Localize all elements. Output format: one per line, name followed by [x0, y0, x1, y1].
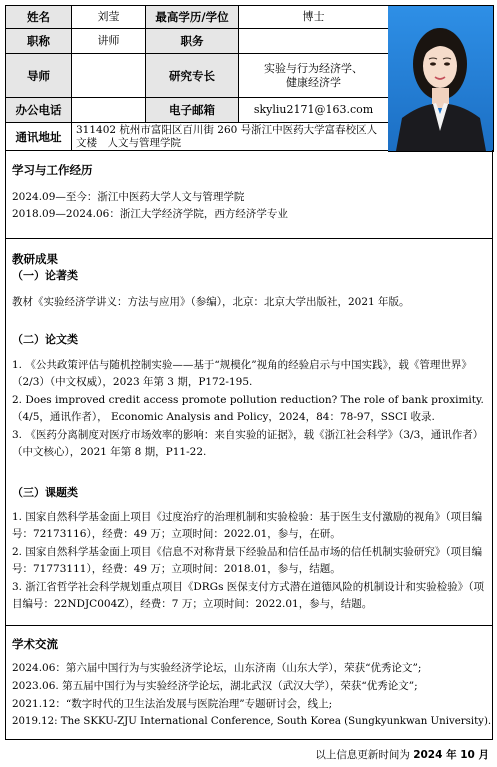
paper-item: 1. 《公共政策评估与随机控制实验——基于“规模化”视角的经验启示与中国实践》，载《管理世界》（2/3）（中文权威），2023 年第 3 期，P172-195.: [12, 359, 472, 388]
experience-section: [5, 150, 493, 239]
phone-label: 办公电话: [6, 98, 72, 123]
email-label: 电子邮箱: [146, 98, 239, 123]
exchange-section: [5, 626, 493, 740]
email-value: skyliu2171@163.com: [239, 98, 389, 123]
exchange-title: 学术交流: [12, 637, 58, 651]
research-label: 研究专长: [146, 54, 239, 98]
project-item: 2. 国家自然科学基金面上项目《信息不对称背景下经验品和信任品市场的信任机制实验研究》（项目编号：71773111），经费：49 万；立项时间：2018.01，参与，结题。: [12, 546, 483, 575]
name-value: 刘莹: [72, 6, 146, 29]
profile-photo: [388, 5, 494, 152]
exchange-item: 2019.12: The SKKU-ZJU International Conference, South Korea (Sungkyunkwan University).: [12, 716, 492, 727]
address-value: 311402 杭州市富阳区百川街 260 号浙江中医药大学富春校区人文楼 人文与管理学院: [72, 123, 389, 151]
advisor-label: 导师: [6, 54, 72, 98]
name-label: 姓名: [6, 6, 72, 29]
research-line-1: 实验与行为经济学、: [264, 61, 363, 75]
title-label: 职称: [6, 29, 72, 54]
project-item: 3. 浙江省哲学社会科学规划重点项目《DRGs 医保支付方式潜在道德风险的机制设计和实验检验》（项目编号：22NDJC004Z），经费：7 万；立项时间：2022.01，参与，结题。: [12, 581, 485, 610]
research-line-2: 健康经济学: [286, 75, 341, 89]
exchange-item: 2021.12：“数字时代的卫生法治发展与医院治理”专题研讨会，线上;: [12, 698, 333, 710]
research-value: [239, 54, 389, 98]
update-note: [315, 747, 489, 762]
books-subtitle: （一）论著类: [12, 269, 78, 282]
portrait-image: [388, 6, 493, 151]
position-value: [239, 29, 389, 54]
project-item: 1. 国家自然科学基金面上项目《过度治疗的治理机制和实验检验：基于医生支付激励的视角》（项目编号：72173116），经费：49 万；立项时间：2022.01，参与，在研。: [12, 511, 483, 540]
research-section: [5, 239, 493, 626]
title-value: 讲师: [72, 29, 146, 54]
degree-value: 博士: [239, 6, 389, 29]
address-label: 通讯地址: [6, 123, 72, 151]
update-note-prefix: 以上信息更新时间为: [315, 749, 414, 761]
advisor-value: [72, 54, 146, 98]
research-title: 教研成果: [12, 252, 58, 266]
experience-title: 学习与工作经历: [12, 163, 93, 177]
projects-subtitle: （三）课题类: [12, 486, 78, 499]
book-item: 教材《实验经济学讲义：方法与应用》（参编），北京：北京大学出版社，2021 年版。: [12, 296, 410, 308]
papers-subtitle: （二）论文类: [12, 333, 78, 346]
paper-item: 3. 《医药分离制度对医疗市场效率的影响：来自实验的证据》，载《浙江社会科学》（3/3，通讯作者）（中文核心），2021 年第 8 期，P11-22.: [12, 429, 484, 458]
position-label: 职务: [146, 29, 239, 54]
paper-item: 2. Does improved credit access promote pollution reduction? The role of bank proximity.（4/5，通讯作者）， Economic Analysis and Policy，2024，84：78-97，SSCI 收录.: [12, 394, 484, 423]
experience-item: 2024.09—至今：浙江中医药大学人文与管理学院: [12, 191, 245, 203]
phone-value: [72, 98, 146, 123]
profile-table: [5, 5, 388, 150]
experience-item: 2018.09—2024.06：浙江大学经济学院，西方经济学专业: [12, 208, 288, 220]
update-note-date: 2024 年 10 月: [413, 749, 489, 761]
degree-label: 最高学历/学位: [146, 6, 239, 29]
exchange-item: 2024.06：第六届中国行为与实验经济学论坛，山东济南（山东大学），荣获“优秀论文”;: [12, 662, 422, 674]
exchange-item: 2023.06. 第五届中国行为与实验经济学论坛，湖北武汉（武汉大学），荣获“优秀论文”;: [12, 680, 418, 692]
